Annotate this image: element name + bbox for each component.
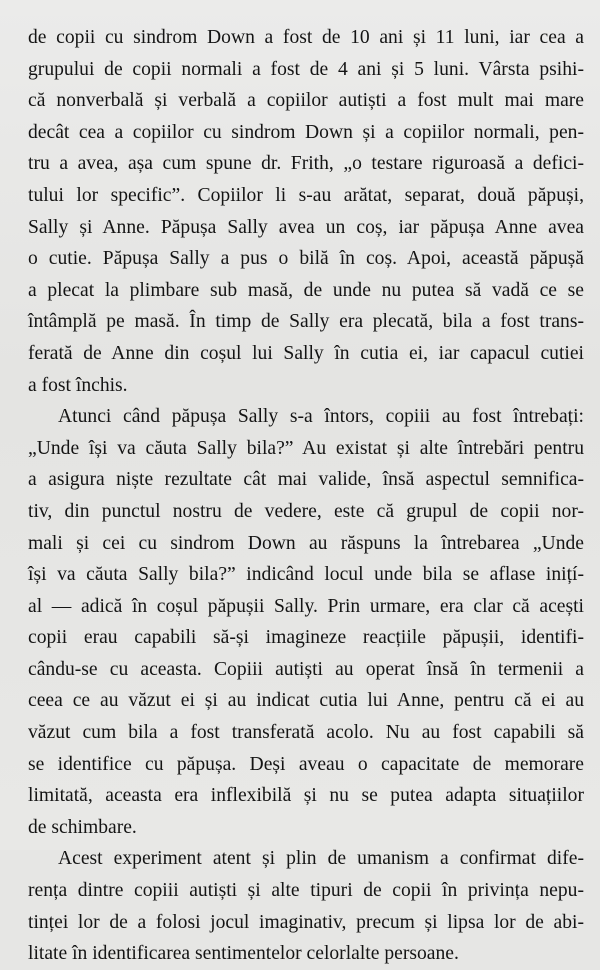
text-line: mali și cei cu sindrom Down au răspuns la întrebarea „Unde	[28, 532, 584, 554]
text-line: a asigura niște rezultate cât mai valide, însă aspectul semnifica-	[28, 469, 584, 491]
text-line: „Unde își va căuta Sally bila?” Au existat și alte întrebări pentru	[28, 437, 584, 459]
text-line: limitată, aceasta era inflexibilă și nu se putea adapta situațiilor	[28, 785, 584, 807]
text-line: tiv, din punctul nostru de vedere, este că grupul de copii nor-	[28, 500, 584, 522]
text-line: tru a avea, așa cum spune dr. Frith, „o testare riguroasă a defici-	[28, 153, 584, 175]
text-line: tinței lor de a folosi jocul imaginativ, precum și lipsa lor de abi-	[28, 911, 584, 933]
text-line: de schimbare.	[28, 816, 137, 838]
text-line: își va căuta Sally bila?” indicând locul unde bila se aflase inițí-	[28, 564, 584, 586]
text-line: tului lor specific”. Copiilor li s-au arătat, separat, două păpuși,	[28, 184, 584, 206]
text-line: ferată de Anne din coșul lui Sally în cutia ei, iar capacul cutiei	[28, 342, 584, 364]
text-line: se identifice cu păpușa. Deși aveau o capacitate de memorare	[28, 753, 584, 775]
text-line: copii erau capabili să-și imagineze reacțiile păpușii, identifi-	[28, 627, 584, 649]
text-line: rența dintre copiii autiști și alte tipuri de copii în privința nepu-	[28, 880, 584, 902]
paragraph-2	[28, 401, 584, 843]
text-line: Acest experiment atent și plin de umanism a confirmat dife-	[58, 848, 584, 870]
text-line: grupului de copii normali a fost de 4 ani și 5 luni. Vârsta psihi-	[28, 58, 584, 80]
paragraph-1	[28, 22, 584, 401]
text-line: Atunci când păpușa Sally s-a întors, copiii au fost întrebați:	[58, 406, 584, 428]
text-line: o cutie. Păpușa Sally a pus o bilă în coș. Apoi, această păpușă	[28, 248, 584, 270]
text-line: decât cea a copiilor cu sindrom Down și a copiilor normali, pen-	[28, 121, 584, 143]
text-line: al — adică în coșul păpușii Sally. Prin urmare, era clar că acești	[28, 595, 584, 617]
text-line: litate în identificarea sentimentelor celorlalte persoane.	[28, 943, 459, 965]
paragraph-3	[28, 843, 584, 969]
text-line: ceea ce au văzut ei și au indicat cutia lui Anne, pentru că ei au	[28, 690, 584, 712]
text-line: a plecat la plimbare sub masă, de unde nu putea să vadă ce se	[28, 279, 584, 301]
text-line: Sally și Anne. Păpușa Sally avea un coș, iar păpușa Anne avea	[28, 216, 584, 238]
text-line: că nonverbală și verbală a copiilor autiști a fost mult mai mare	[28, 90, 584, 112]
text-line: văzut cum bila a fost transferată acolo. Nu au fost capabili să	[28, 722, 584, 744]
body-text	[28, 22, 584, 970]
text-line: întâmplă pe masă. În timp de Sally era plecată, bila a fost trans-	[28, 311, 584, 333]
text-line: de copii cu sindrom Down a fost de 10 ani și 11 luni, iar cea a	[28, 27, 584, 48]
text-line: a fost închis.	[28, 374, 128, 396]
text-line: cându-se cu aceasta. Copiii autiști au operat însă în termenii a	[28, 658, 584, 680]
